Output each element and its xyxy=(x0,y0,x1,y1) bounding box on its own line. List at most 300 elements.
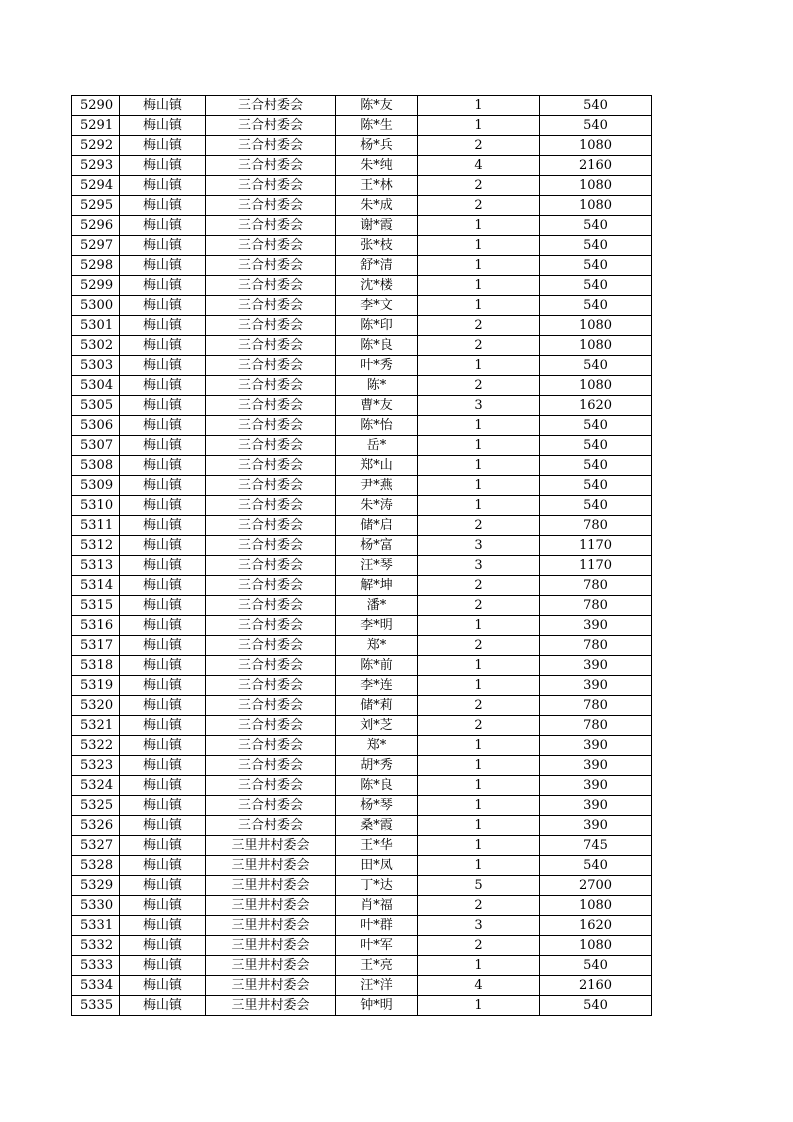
table-row xyxy=(72,456,652,476)
seq-cell: 5324 xyxy=(72,776,120,796)
town-cell: 梅山镇 xyxy=(120,216,206,236)
table-row xyxy=(72,636,652,656)
amount-cell: 540 xyxy=(540,356,652,376)
seq-cell: 5335 xyxy=(72,996,120,1016)
seq-cell: 5317 xyxy=(72,636,120,656)
seq-cell: 5316 xyxy=(72,616,120,636)
table-row xyxy=(72,236,652,256)
amount-cell: 540 xyxy=(540,276,652,296)
amount-cell: 780 xyxy=(540,636,652,656)
name-cell: 储*莉 xyxy=(336,696,418,716)
village-cell: 三合村委会 xyxy=(206,576,336,596)
count-cell: 1 xyxy=(418,456,540,476)
town-cell: 梅山镇 xyxy=(120,456,206,476)
name-cell: 尹*燕 xyxy=(336,476,418,496)
town-cell: 梅山镇 xyxy=(120,536,206,556)
count-cell: 1 xyxy=(418,996,540,1016)
seq-cell: 5315 xyxy=(72,596,120,616)
table-row xyxy=(72,756,652,776)
table-row xyxy=(72,996,652,1016)
village-cell: 三合村委会 xyxy=(206,296,336,316)
name-cell: 谢*霞 xyxy=(336,216,418,236)
village-cell: 三合村委会 xyxy=(206,236,336,256)
name-cell: 储*启 xyxy=(336,516,418,536)
name-cell: 朱*成 xyxy=(336,196,418,216)
name-cell: 汪*洋 xyxy=(336,976,418,996)
table-row xyxy=(72,576,652,596)
amount-cell: 1620 xyxy=(540,396,652,416)
village-cell: 三合村委会 xyxy=(206,396,336,416)
name-cell: 舒*清 xyxy=(336,256,418,276)
name-cell: 陈* xyxy=(336,376,418,396)
table-row xyxy=(72,336,652,356)
amount-cell: 1080 xyxy=(540,376,652,396)
seq-cell: 5329 xyxy=(72,876,120,896)
name-cell: 沈*楼 xyxy=(336,276,418,296)
table-row xyxy=(72,196,652,216)
table-row xyxy=(72,476,652,496)
seq-cell: 5305 xyxy=(72,396,120,416)
village-cell: 三合村委会 xyxy=(206,376,336,396)
name-cell: 杨*兵 xyxy=(336,136,418,156)
table-row xyxy=(72,936,652,956)
town-cell: 梅山镇 xyxy=(120,496,206,516)
table-row xyxy=(72,816,652,836)
count-cell: 1 xyxy=(418,616,540,636)
town-cell: 梅山镇 xyxy=(120,196,206,216)
town-cell: 梅山镇 xyxy=(120,736,206,756)
amount-cell: 540 xyxy=(540,216,652,236)
seq-cell: 5330 xyxy=(72,896,120,916)
name-cell: 王*亮 xyxy=(336,956,418,976)
town-cell: 梅山镇 xyxy=(120,896,206,916)
count-cell: 2 xyxy=(418,596,540,616)
count-cell: 2 xyxy=(418,316,540,336)
village-cell: 三里井村委会 xyxy=(206,976,336,996)
town-cell: 梅山镇 xyxy=(120,796,206,816)
table-row xyxy=(72,976,652,996)
town-cell: 梅山镇 xyxy=(120,656,206,676)
name-cell: 曹*友 xyxy=(336,396,418,416)
name-cell: 郑* xyxy=(336,736,418,756)
name-cell: 陈*前 xyxy=(336,656,418,676)
count-cell: 1 xyxy=(418,496,540,516)
name-cell: 岳* xyxy=(336,436,418,456)
name-cell: 刘*芝 xyxy=(336,716,418,736)
count-cell: 1 xyxy=(418,436,540,456)
amount-cell: 2160 xyxy=(540,156,652,176)
name-cell: 桑*霞 xyxy=(336,816,418,836)
seq-cell: 5309 xyxy=(72,476,120,496)
count-cell: 3 xyxy=(418,916,540,936)
name-cell: 朱*涛 xyxy=(336,496,418,516)
town-cell: 梅山镇 xyxy=(120,296,206,316)
table-row xyxy=(72,596,652,616)
village-cell: 三合村委会 xyxy=(206,316,336,336)
seq-cell: 5291 xyxy=(72,116,120,136)
amount-cell: 540 xyxy=(540,236,652,256)
table-row xyxy=(72,416,652,436)
name-cell: 解*坤 xyxy=(336,576,418,596)
count-cell: 2 xyxy=(418,636,540,656)
count-cell: 2 xyxy=(418,376,540,396)
village-cell: 三合村委会 xyxy=(206,196,336,216)
count-cell: 3 xyxy=(418,556,540,576)
village-cell: 三里井村委会 xyxy=(206,856,336,876)
seq-cell: 5326 xyxy=(72,816,120,836)
seq-cell: 5327 xyxy=(72,836,120,856)
town-cell: 梅山镇 xyxy=(120,256,206,276)
town-cell: 梅山镇 xyxy=(120,336,206,356)
count-cell: 1 xyxy=(418,736,540,756)
name-cell: 陈*怡 xyxy=(336,416,418,436)
count-cell: 2 xyxy=(418,936,540,956)
name-cell: 陈*生 xyxy=(336,116,418,136)
village-cell: 三里井村委会 xyxy=(206,876,336,896)
count-cell: 1 xyxy=(418,116,540,136)
name-cell: 王*林 xyxy=(336,176,418,196)
name-cell: 肖*福 xyxy=(336,896,418,916)
name-cell: 汪*琴 xyxy=(336,556,418,576)
town-cell: 梅山镇 xyxy=(120,516,206,536)
town-cell: 梅山镇 xyxy=(120,976,206,996)
name-cell: 陈*良 xyxy=(336,336,418,356)
seq-cell: 5334 xyxy=(72,976,120,996)
town-cell: 梅山镇 xyxy=(120,696,206,716)
table-row xyxy=(72,516,652,536)
seq-cell: 5297 xyxy=(72,236,120,256)
name-cell: 叶*军 xyxy=(336,936,418,956)
village-cell: 三合村委会 xyxy=(206,816,336,836)
count-cell: 1 xyxy=(418,416,540,436)
table-row xyxy=(72,356,652,376)
village-cell: 三合村委会 xyxy=(206,356,336,376)
table-row xyxy=(72,136,652,156)
village-cell: 三里井村委会 xyxy=(206,996,336,1016)
village-cell: 三合村委会 xyxy=(206,656,336,676)
town-cell: 梅山镇 xyxy=(120,176,206,196)
table-row xyxy=(72,696,652,716)
table-row xyxy=(72,176,652,196)
town-cell: 梅山镇 xyxy=(120,776,206,796)
name-cell: 胡*秀 xyxy=(336,756,418,776)
seq-cell: 5322 xyxy=(72,736,120,756)
amount-cell: 390 xyxy=(540,676,652,696)
count-cell: 1 xyxy=(418,956,540,976)
seq-cell: 5332 xyxy=(72,936,120,956)
village-cell: 三合村委会 xyxy=(206,176,336,196)
count-cell: 1 xyxy=(418,756,540,776)
village-cell: 三合村委会 xyxy=(206,436,336,456)
seq-cell: 5323 xyxy=(72,756,120,776)
amount-cell: 540 xyxy=(540,856,652,876)
amount-cell: 2160 xyxy=(540,976,652,996)
table-row xyxy=(72,436,652,456)
table-row xyxy=(72,956,652,976)
town-cell: 梅山镇 xyxy=(120,396,206,416)
record-table-body xyxy=(72,96,652,1016)
count-cell: 1 xyxy=(418,256,540,276)
count-cell: 2 xyxy=(418,196,540,216)
seq-cell: 5333 xyxy=(72,956,120,976)
seq-cell: 5310 xyxy=(72,496,120,516)
seq-cell: 5314 xyxy=(72,576,120,596)
seq-cell: 5298 xyxy=(72,256,120,276)
name-cell: 田*凤 xyxy=(336,856,418,876)
name-cell: 郑*山 xyxy=(336,456,418,476)
town-cell: 梅山镇 xyxy=(120,996,206,1016)
name-cell: 李*明 xyxy=(336,616,418,636)
table-row xyxy=(72,156,652,176)
village-cell: 三合村委会 xyxy=(206,736,336,756)
amount-cell: 540 xyxy=(540,256,652,276)
table-row xyxy=(72,316,652,336)
table-row xyxy=(72,616,652,636)
amount-cell: 390 xyxy=(540,756,652,776)
town-cell: 梅山镇 xyxy=(120,476,206,496)
town-cell: 梅山镇 xyxy=(120,916,206,936)
table-row xyxy=(72,676,652,696)
table-row xyxy=(72,536,652,556)
count-cell: 1 xyxy=(418,276,540,296)
village-cell: 三合村委会 xyxy=(206,616,336,636)
village-cell: 三合村委会 xyxy=(206,276,336,296)
amount-cell: 1170 xyxy=(540,556,652,576)
town-cell: 梅山镇 xyxy=(120,136,206,156)
count-cell: 2 xyxy=(418,336,540,356)
amount-cell: 1080 xyxy=(540,176,652,196)
table-row xyxy=(72,396,652,416)
name-cell: 杨*富 xyxy=(336,536,418,556)
count-cell: 1 xyxy=(418,836,540,856)
count-cell: 3 xyxy=(418,396,540,416)
amount-cell: 1620 xyxy=(540,916,652,936)
amount-cell: 540 xyxy=(540,956,652,976)
amount-cell: 540 xyxy=(540,296,652,316)
seq-cell: 5320 xyxy=(72,696,120,716)
town-cell: 梅山镇 xyxy=(120,716,206,736)
town-cell: 梅山镇 xyxy=(120,836,206,856)
town-cell: 梅山镇 xyxy=(120,236,206,256)
amount-cell: 1080 xyxy=(540,136,652,156)
name-cell: 杨*琴 xyxy=(336,796,418,816)
town-cell: 梅山镇 xyxy=(120,116,206,136)
table-row xyxy=(72,856,652,876)
name-cell: 李*连 xyxy=(336,676,418,696)
town-cell: 梅山镇 xyxy=(120,956,206,976)
seq-cell: 5312 xyxy=(72,536,120,556)
table-row xyxy=(72,116,652,136)
name-cell: 陈*印 xyxy=(336,316,418,336)
town-cell: 梅山镇 xyxy=(120,756,206,776)
count-cell: 2 xyxy=(418,516,540,536)
table-row xyxy=(72,496,652,516)
count-cell: 2 xyxy=(418,696,540,716)
count-cell: 1 xyxy=(418,296,540,316)
amount-cell: 390 xyxy=(540,616,652,636)
village-cell: 三合村委会 xyxy=(206,156,336,176)
village-cell: 三合村委会 xyxy=(206,796,336,816)
table-row xyxy=(72,736,652,756)
town-cell: 梅山镇 xyxy=(120,556,206,576)
amount-cell: 540 xyxy=(540,116,652,136)
amount-cell: 390 xyxy=(540,796,652,816)
count-cell: 5 xyxy=(418,876,540,896)
name-cell: 张*枝 xyxy=(336,236,418,256)
amount-cell: 390 xyxy=(540,736,652,756)
table-row xyxy=(72,776,652,796)
table-row xyxy=(72,376,652,396)
amount-cell: 780 xyxy=(540,596,652,616)
village-cell: 三合村委会 xyxy=(206,556,336,576)
count-cell: 1 xyxy=(418,476,540,496)
village-cell: 三合村委会 xyxy=(206,496,336,516)
seq-cell: 5321 xyxy=(72,716,120,736)
village-cell: 三合村委会 xyxy=(206,216,336,236)
amount-cell: 390 xyxy=(540,816,652,836)
count-cell: 1 xyxy=(418,796,540,816)
village-cell: 三合村委会 xyxy=(206,596,336,616)
amount-cell: 780 xyxy=(540,576,652,596)
village-cell: 三合村委会 xyxy=(206,776,336,796)
village-cell: 三合村委会 xyxy=(206,676,336,696)
count-cell: 4 xyxy=(418,976,540,996)
amount-cell: 540 xyxy=(540,96,652,116)
town-cell: 梅山镇 xyxy=(120,316,206,336)
amount-cell: 390 xyxy=(540,656,652,676)
name-cell: 王*华 xyxy=(336,836,418,856)
village-cell: 三里井村委会 xyxy=(206,836,336,856)
name-cell: 朱*纯 xyxy=(336,156,418,176)
seq-cell: 5331 xyxy=(72,916,120,936)
village-cell: 三合村委会 xyxy=(206,96,336,116)
village-cell: 三里井村委会 xyxy=(206,936,336,956)
amount-cell: 780 xyxy=(540,696,652,716)
village-cell: 三合村委会 xyxy=(206,456,336,476)
seq-cell: 5293 xyxy=(72,156,120,176)
seq-cell: 5311 xyxy=(72,516,120,536)
town-cell: 梅山镇 xyxy=(120,876,206,896)
count-cell: 1 xyxy=(418,676,540,696)
town-cell: 梅山镇 xyxy=(120,356,206,376)
seq-cell: 5304 xyxy=(72,376,120,396)
village-cell: 三合村委会 xyxy=(206,696,336,716)
village-cell: 三合村委会 xyxy=(206,516,336,536)
name-cell: 陈*良 xyxy=(336,776,418,796)
village-cell: 三里井村委会 xyxy=(206,916,336,936)
count-cell: 4 xyxy=(418,156,540,176)
seq-cell: 5299 xyxy=(72,276,120,296)
seq-cell: 5328 xyxy=(72,856,120,876)
amount-cell: 1080 xyxy=(540,316,652,336)
seq-cell: 5308 xyxy=(72,456,120,476)
amount-cell: 745 xyxy=(540,836,652,856)
town-cell: 梅山镇 xyxy=(120,816,206,836)
seq-cell: 5318 xyxy=(72,656,120,676)
name-cell: 郑* xyxy=(336,636,418,656)
table-row xyxy=(72,276,652,296)
seq-cell: 5303 xyxy=(72,356,120,376)
amount-cell: 390 xyxy=(540,776,652,796)
village-cell: 三合村委会 xyxy=(206,416,336,436)
amount-cell: 1170 xyxy=(540,536,652,556)
count-cell: 1 xyxy=(418,856,540,876)
table-row xyxy=(72,716,652,736)
seq-cell: 5319 xyxy=(72,676,120,696)
village-cell: 三合村委会 xyxy=(206,336,336,356)
town-cell: 梅山镇 xyxy=(120,596,206,616)
town-cell: 梅山镇 xyxy=(120,936,206,956)
town-cell: 梅山镇 xyxy=(120,576,206,596)
amount-cell: 1080 xyxy=(540,896,652,916)
town-cell: 梅山镇 xyxy=(120,856,206,876)
seq-cell: 5313 xyxy=(72,556,120,576)
seq-cell: 5295 xyxy=(72,196,120,216)
town-cell: 梅山镇 xyxy=(120,436,206,456)
town-cell: 梅山镇 xyxy=(120,416,206,436)
count-cell: 3 xyxy=(418,536,540,556)
town-cell: 梅山镇 xyxy=(120,616,206,636)
town-cell: 梅山镇 xyxy=(120,96,206,116)
name-cell: 叶*秀 xyxy=(336,356,418,376)
table-row xyxy=(72,556,652,576)
table-row xyxy=(72,796,652,816)
seq-cell: 5301 xyxy=(72,316,120,336)
town-cell: 梅山镇 xyxy=(120,636,206,656)
count-cell: 2 xyxy=(418,896,540,916)
count-cell: 1 xyxy=(418,236,540,256)
village-cell: 三合村委会 xyxy=(206,256,336,276)
seq-cell: 5307 xyxy=(72,436,120,456)
count-cell: 2 xyxy=(418,176,540,196)
village-cell: 三合村委会 xyxy=(206,476,336,496)
count-cell: 2 xyxy=(418,716,540,736)
seq-cell: 5296 xyxy=(72,216,120,236)
town-cell: 梅山镇 xyxy=(120,276,206,296)
table-row xyxy=(72,296,652,316)
count-cell: 1 xyxy=(418,216,540,236)
amount-cell: 540 xyxy=(540,496,652,516)
table-row xyxy=(72,96,652,116)
village-cell: 三合村委会 xyxy=(206,136,336,156)
name-cell: 陈*友 xyxy=(336,96,418,116)
amount-cell: 1080 xyxy=(540,936,652,956)
seq-cell: 5325 xyxy=(72,796,120,816)
table-row xyxy=(72,836,652,856)
seq-cell: 5290 xyxy=(72,96,120,116)
amount-cell: 780 xyxy=(540,516,652,536)
amount-cell: 2700 xyxy=(540,876,652,896)
count-cell: 2 xyxy=(418,136,540,156)
town-cell: 梅山镇 xyxy=(120,156,206,176)
amount-cell: 1080 xyxy=(540,336,652,356)
village-cell: 三合村委会 xyxy=(206,756,336,776)
name-cell: 叶*群 xyxy=(336,916,418,936)
amount-cell: 540 xyxy=(540,416,652,436)
name-cell: 钟*明 xyxy=(336,996,418,1016)
table-row xyxy=(72,876,652,896)
amount-cell: 540 xyxy=(540,456,652,476)
village-cell: 三里井村委会 xyxy=(206,956,336,976)
amount-cell: 540 xyxy=(540,436,652,456)
village-cell: 三合村委会 xyxy=(206,116,336,136)
amount-cell: 540 xyxy=(540,996,652,1016)
count-cell: 1 xyxy=(418,96,540,116)
table-row xyxy=(72,916,652,936)
seq-cell: 5294 xyxy=(72,176,120,196)
amount-cell: 540 xyxy=(540,476,652,496)
village-cell: 三合村委会 xyxy=(206,536,336,556)
